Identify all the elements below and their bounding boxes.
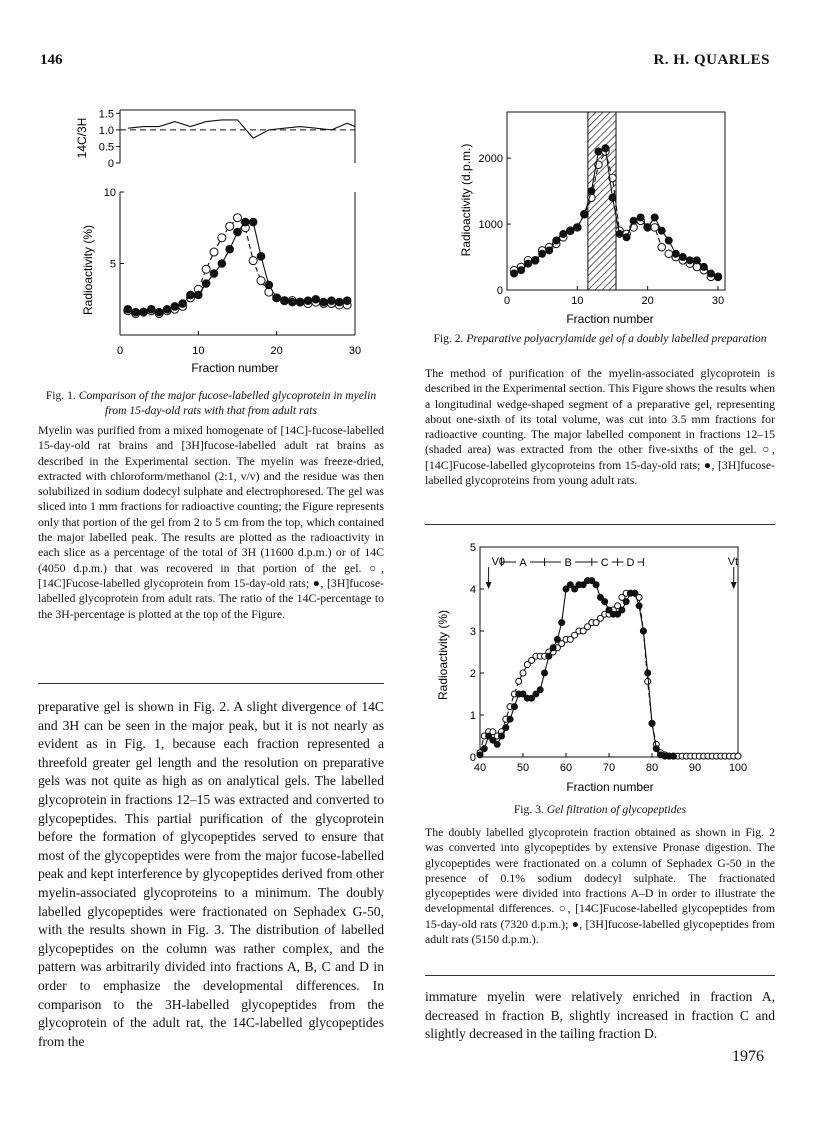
data-point-filled xyxy=(658,227,665,234)
series-line xyxy=(480,581,674,757)
y-tick-label: 1.0 xyxy=(98,124,114,137)
data-point-filled xyxy=(494,741,500,747)
data-point-filled xyxy=(588,188,595,195)
data-point-filled xyxy=(499,733,505,739)
plot-frame xyxy=(480,547,738,757)
data-point-filled xyxy=(511,270,518,277)
data-point-filled xyxy=(312,295,320,303)
data-point-open xyxy=(210,248,218,256)
data-point-filled xyxy=(623,599,629,605)
y-tick-label: 0 xyxy=(107,158,114,170)
data-point-open xyxy=(257,277,265,285)
data-point-filled xyxy=(637,214,644,221)
data-point-filled xyxy=(328,297,336,305)
data-point-filled xyxy=(609,194,616,201)
y-axis-label: Radioactivity (d.p.m.) xyxy=(459,143,473,257)
figure-1 xyxy=(60,100,390,390)
data-point-filled xyxy=(665,237,672,244)
data-point-filled xyxy=(623,234,630,241)
v0-label: V0 xyxy=(491,556,506,568)
data-point-filled xyxy=(546,247,553,254)
data-point-filled xyxy=(602,599,608,605)
region-label-b: B xyxy=(564,557,572,569)
data-point-filled xyxy=(542,670,548,676)
y-tick-label: 4 xyxy=(469,584,476,596)
figure-3 xyxy=(425,535,770,800)
data-point-open xyxy=(735,753,741,759)
data-point-filled xyxy=(481,746,487,752)
x-tick-label: 20 xyxy=(270,345,283,357)
x-tick-label: 10 xyxy=(192,345,205,357)
data-point-filled xyxy=(187,291,195,299)
data-point-filled xyxy=(640,628,646,634)
data-point-filled xyxy=(553,237,560,244)
data-point-filled xyxy=(636,603,642,609)
data-point-filled xyxy=(281,297,289,305)
footer-year: 1976 xyxy=(732,1048,764,1065)
data-point-filled xyxy=(202,280,210,288)
data-point-filled xyxy=(289,298,297,306)
data-point-filled xyxy=(672,250,679,257)
data-point-filled xyxy=(567,227,574,234)
figure-3-legend: The doubly labelled glycoprotein fraction obtained as shown in Fig. 2 was converted into glycopeptides by extensive Pronase digestion. The glycopeptides were fractionated on a column of Sephadex G-50 in the presence of 0.1% sodium dodecyl sulphate. The fractionated glycopeptides were divided into fractions A–D in order to illustrate the developmental differences. ○, [14C]Fucose-labelled glycopeptides from 15-day-old rats (7320 d.p.m.); ●, [3H]fucose-labelled glycopeptides from adult rats (5150 d.p.m.). xyxy=(425,825,775,947)
y-tick-label: 1 xyxy=(469,710,476,722)
region-label-d: D xyxy=(626,557,635,569)
x-tick-label: 50 xyxy=(516,762,530,774)
data-point-filled xyxy=(296,298,304,306)
data-point-filled xyxy=(649,720,655,726)
x-tick-label: 0 xyxy=(116,345,124,357)
data-point-filled xyxy=(336,298,344,306)
figure-2-caption-title: Preparative polyacrylamide gel of a doubly labelled preparation xyxy=(466,332,767,345)
region-label-a: A xyxy=(519,557,527,569)
y-tick-label: 5 xyxy=(109,258,116,271)
x-tick-label: 60 xyxy=(559,762,573,774)
x-tick-label: 10 xyxy=(571,295,584,307)
figure-2-legend: The method of purification of the myelin-associated glycoprotein is described in the Experimental section. This Figure shows the results when a longitudinal wedge-shaped segment of a preparative gel, representing about one-sixth of its total volume, was cut into 3.5 mm fractions for radioactive counting. The major labelled component in fractions 12–15 (shaded area) was extracted from the other five-sixths of the gel. ○, [14C]Fucose-labelled glycoproteins from 15-day-old rats; ●, [3H]fucose-labelled glycoproteins from young adult rats. xyxy=(425,366,776,488)
y-tick-label: 10 xyxy=(103,187,116,199)
x-tick-label: 100 xyxy=(728,762,748,774)
data-point-filled xyxy=(242,218,250,226)
figure-1-caption xyxy=(38,388,384,418)
data-point-filled xyxy=(507,716,513,722)
data-point-filled xyxy=(550,645,556,651)
data-point-filled xyxy=(249,218,257,226)
data-point-filled xyxy=(651,214,658,221)
y-axis-label: Radioactivity (%) xyxy=(81,224,95,316)
y-tick-label: 3 xyxy=(469,626,476,638)
x-tick-label: 20 xyxy=(641,295,654,307)
v0-arrow-head xyxy=(486,582,492,589)
vt-label: Vt xyxy=(727,556,739,568)
data-point-filled xyxy=(477,752,483,758)
x-tick-label: 90 xyxy=(688,762,702,774)
figure-2 xyxy=(445,100,755,330)
data-point-filled xyxy=(537,687,543,693)
data-point-filled xyxy=(671,753,677,759)
data-point-filled xyxy=(273,294,281,302)
data-point-filled xyxy=(653,746,659,752)
x-tick-label: 30 xyxy=(348,345,362,357)
figure-1-legend: Myelin was purified from a mixed homogenate of [14C]-fucose-labelled 15-day-old rat brains and [3H]fucose-labelled adult rat brains as described in the Experimental section. The myelin was freeze-dried, extracted with chloroform/methanol (2:1, v/v) and the residue was then solubilized in sodium dodecyl sulphate and electrophoresed. The gel was sliced into 1 mm fractions for radioactive counting; the Figure represents only that portion of the gel from 2 to 5 cm from the top, which contained the major labelled peak. The results are plotted as the radioactivity in each slice as a percentage of the total of 3H (11600 d.p.m.) or of 14C (4050 d.p.m.) that was recovered in that portion of the gel. ○, [14C]Fucose-labelled glycoprotein from 15-day-old rats; ●, [3H]fucose-labelled glycoprotein from adult rats. The ratio of the 14C-percentage to the 3H-percentage is plotted at the top of the Figure. xyxy=(38,423,384,621)
data-point-filled xyxy=(171,303,179,311)
data-point-filled xyxy=(124,305,132,313)
figure-1-caption-label: Fig. 1. xyxy=(45,389,76,402)
data-point-filled xyxy=(132,308,140,316)
data-point-filled xyxy=(234,228,242,236)
y-tick-label: 0 xyxy=(496,285,503,297)
data-point-filled xyxy=(593,582,599,588)
region-label-c: C xyxy=(600,557,609,569)
data-point-filled xyxy=(148,305,156,313)
figure-2-caption xyxy=(425,331,775,346)
figure-3-plot xyxy=(436,542,747,774)
data-point-filled xyxy=(632,590,638,596)
vt-arrow-head xyxy=(731,582,737,589)
data-point-filled xyxy=(595,148,602,155)
data-point-filled xyxy=(574,224,581,231)
data-point-filled xyxy=(525,260,532,267)
data-point-filled xyxy=(511,704,517,710)
y-axis-label: Radioactivity (%) xyxy=(436,609,450,701)
divider xyxy=(425,975,775,976)
y-tick-label: 0.5 xyxy=(98,141,114,154)
figure-2-plot xyxy=(459,112,725,307)
data-point-filled xyxy=(320,298,328,306)
y-tick-label: 1.5 xyxy=(98,108,114,121)
data-point-filled xyxy=(679,254,686,261)
figure-1-xlabel: Fraction number xyxy=(191,361,279,375)
data-point-filled xyxy=(616,230,623,237)
data-point-filled xyxy=(140,308,148,316)
data-point-filled xyxy=(700,263,707,270)
y-tick-label: 2 xyxy=(469,668,476,680)
data-point-filled xyxy=(686,257,693,264)
right-column-body: immature myelin were relatively enriched in fraction A, decreased in fraction B, slightly increased in fraction C and slightly decreased in the tailing fraction D. xyxy=(425,989,775,1042)
data-point-open xyxy=(218,234,226,242)
data-point-open xyxy=(234,214,242,222)
data-point-filled xyxy=(539,250,546,257)
data-point-filled xyxy=(218,260,226,268)
figure-2-caption-label: Fig. 2. xyxy=(433,332,464,345)
figure-1-plot xyxy=(75,108,361,357)
data-point-filled xyxy=(581,211,588,218)
figure-3-xlabel: Fraction number xyxy=(566,780,654,794)
x-tick-label: 80 xyxy=(645,762,659,774)
figure-1-caption-title: Comparison of the major fucose-labelled glycoprotein in myelin from 15-day-old rats with that from adult rats xyxy=(78,389,377,417)
data-point-filled xyxy=(518,267,525,274)
figure-3-caption xyxy=(425,802,775,817)
x-tick-label: 70 xyxy=(602,762,616,774)
data-point-filled xyxy=(707,270,714,277)
divider xyxy=(38,683,384,684)
x-tick-label: 0 xyxy=(503,295,511,307)
data-point-filled xyxy=(195,291,203,299)
figure-3-caption-label: Fig. 3. xyxy=(513,803,544,816)
data-point-filled xyxy=(210,270,218,278)
data-point-filled xyxy=(343,297,351,305)
data-point-filled xyxy=(693,257,700,264)
data-point-filled xyxy=(619,607,625,613)
data-point-open xyxy=(516,678,522,684)
data-point-filled xyxy=(602,145,609,152)
y-tick-label: 5 xyxy=(469,542,476,554)
data-point-filled xyxy=(554,636,560,642)
data-point-filled xyxy=(503,725,509,731)
data-point-open xyxy=(658,243,666,251)
y-tick-label: 1000 xyxy=(478,219,503,232)
ratio-line xyxy=(128,120,355,138)
data-point-filled xyxy=(163,305,171,313)
data-point-filled xyxy=(546,653,552,659)
data-point-filled xyxy=(179,300,187,308)
figure-2-xlabel: Fraction number xyxy=(566,312,654,326)
data-point-open xyxy=(202,265,210,273)
data-point-filled xyxy=(644,224,651,231)
data-point-filled xyxy=(714,273,721,280)
data-point-filled xyxy=(532,257,539,264)
divider xyxy=(425,524,775,525)
left-column-body: preparative gel is shown in Fig. 2. A slight divergence of 14C and 3H can be seen in the major peak, but it is not nearly as evident as in Fig. 1, because each fraction represented a threefold greater gel length and the resolution on preparative gels was not quite as high as on analytical gels. The labelled glycoprotein in fractions 12–15 was extracted and converted to glycopeptides. This partial purification of the glycoprotein before the formation of glycopeptides served to ensure that most of the glycopeptides were from the major fucose-labelled peak and kept interference by glycopeptides derived from other myelin-associated glycoproteins to a minimum. The doubly labelled glycopeptides were fractionated on Sephadex G-50, with the results shown in Fig. 3. The distribution of labelled glycopeptides on the column was rather complex, and the pattern was arbitrarily divided into fractions A, B, C and D in order to emphasize the developmental differences. In comparison to the 3H-labelled glycopeptides from the glycoprotein of the adult rat, the 14C-labelled glycopeptides from the xyxy=(38,699,384,1049)
data-point-filled xyxy=(226,245,234,253)
data-point-filled xyxy=(155,308,163,316)
data-point-open xyxy=(665,250,673,258)
y-tick-label: 2000 xyxy=(478,153,503,166)
data-point-open xyxy=(226,222,234,230)
data-point-open xyxy=(651,224,659,232)
data-point-open xyxy=(520,670,526,676)
data-point-open xyxy=(249,257,257,265)
data-point-filled xyxy=(645,670,651,676)
running-head: R. H. QUARLES xyxy=(653,52,770,68)
data-point-filled xyxy=(630,217,637,224)
data-point-filled xyxy=(265,281,273,289)
x-tick-label: 30 xyxy=(711,295,725,307)
data-point-filled xyxy=(559,620,565,626)
page-number: 146 xyxy=(40,52,63,68)
ratio-ylabel: 14C/3H xyxy=(75,117,89,159)
figure-3-caption-title: Gel filtration of glycopeptides xyxy=(546,803,687,816)
data-point-filled xyxy=(304,297,312,305)
data-point-filled xyxy=(257,253,265,261)
x-tick-label: 40 xyxy=(473,762,487,774)
y-tick-label: 0 xyxy=(469,752,476,764)
data-point-filled xyxy=(560,230,567,237)
